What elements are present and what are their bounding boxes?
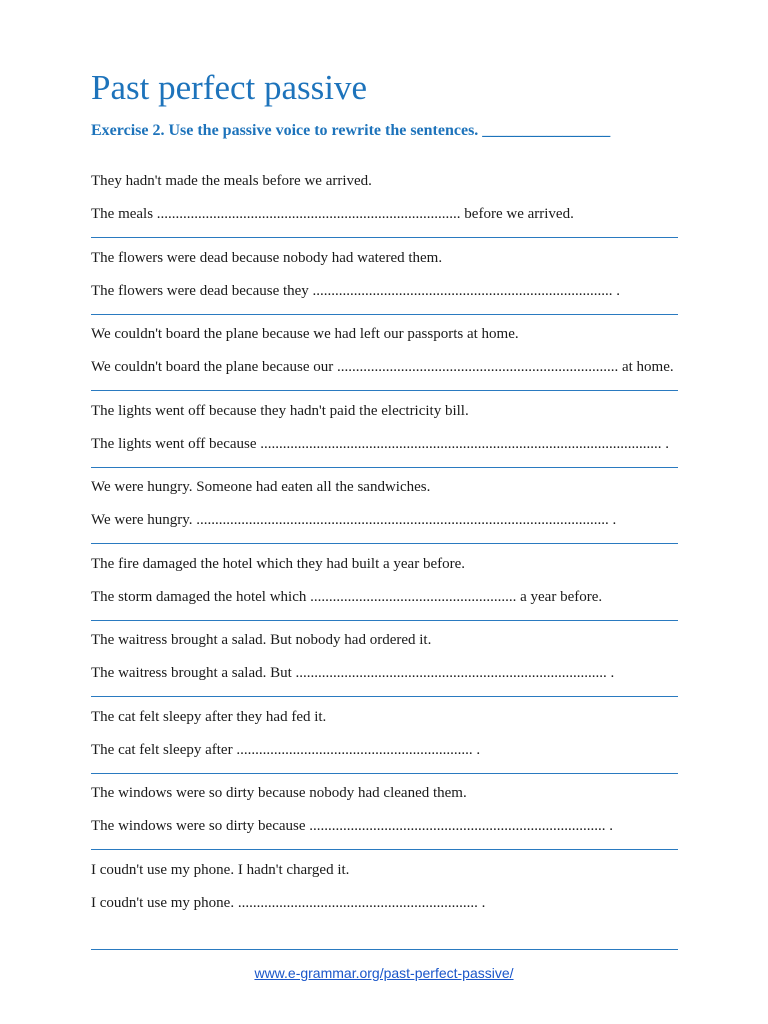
page-title: Past perfect passive <box>91 68 368 107</box>
exercise-item <box>91 248 678 325</box>
original-sentence: The fire damaged the hotel which they had built a year before. <box>91 555 466 572</box>
divider <box>91 467 678 468</box>
rewrite-prompt: The flowers were dead because they ................................................................................ . <box>91 282 621 299</box>
divider <box>91 237 678 238</box>
exercise-item <box>91 324 678 401</box>
rewrite-prompt: The storm damaged the hotel which ....................................................... a year before. <box>91 588 603 605</box>
exercise-item <box>91 707 678 784</box>
rewrite-prompt: The cat felt sleepy after ............................................................... . <box>91 741 481 758</box>
exercise-item <box>91 860 678 937</box>
original-sentence: The lights went off because they hadn't paid the electricity bill. <box>91 402 469 419</box>
rewrite-prompt: The meals ................................................................................. before we arrived. <box>91 206 574 222</box>
original-sentence: The cat felt sleepy after they had fed it. <box>91 708 327 725</box>
divider <box>91 543 678 544</box>
original-sentence: They hadn't made the meals before we arrived. <box>91 173 372 189</box>
rewrite-prompt: The waitress brought a salad. But ................................................................................... . <box>91 665 615 681</box>
divider <box>91 849 678 850</box>
divider <box>91 390 678 391</box>
exercise-heading: Exercise 2. Use the passive voice to rewrite the sentences. ________________ <box>91 122 611 139</box>
original-sentence: The flowers were dead because nobody had watered them. <box>91 249 443 266</box>
exercise-list <box>91 171 678 936</box>
rewrite-prompt: We couldn't board the plane because our ........................................................................... at home. <box>91 359 674 375</box>
rewrite-prompt: We were hungry. .............................................................................................................. . <box>91 512 617 528</box>
exercise-item <box>91 554 678 631</box>
exercise-item <box>91 630 678 707</box>
divider <box>91 773 678 774</box>
exercise-item <box>91 401 678 478</box>
source-link[interactable]: www.e-grammar.org/past-perfect-passive/ <box>254 965 514 981</box>
divider <box>91 696 678 697</box>
original-sentence: We were hungry. Someone had eaten all the sandwiches. <box>91 479 431 495</box>
divider <box>91 620 678 621</box>
exercise-item <box>91 477 678 554</box>
original-sentence: I coudn't use my phone. I hadn't charged it. <box>91 861 350 878</box>
footer <box>0 964 768 982</box>
original-sentence: The waitress brought a salad. But nobody had ordered it. <box>91 632 432 648</box>
exercise-item <box>91 783 678 860</box>
rewrite-prompt: The windows were so dirty because ............................................................................... . <box>91 818 614 834</box>
exercise-item <box>91 171 678 248</box>
rewrite-prompt: The lights went off because ........................................................................................................... . <box>91 435 670 452</box>
rewrite-prompt: I coudn't use my phone. ................................................................ . <box>91 894 486 911</box>
original-sentence: The windows were so dirty because nobody had cleaned them. <box>91 785 467 801</box>
divider <box>91 949 678 950</box>
original-sentence: We couldn't board the plane because we had left our passports at home. <box>91 326 519 342</box>
divider <box>91 314 678 315</box>
